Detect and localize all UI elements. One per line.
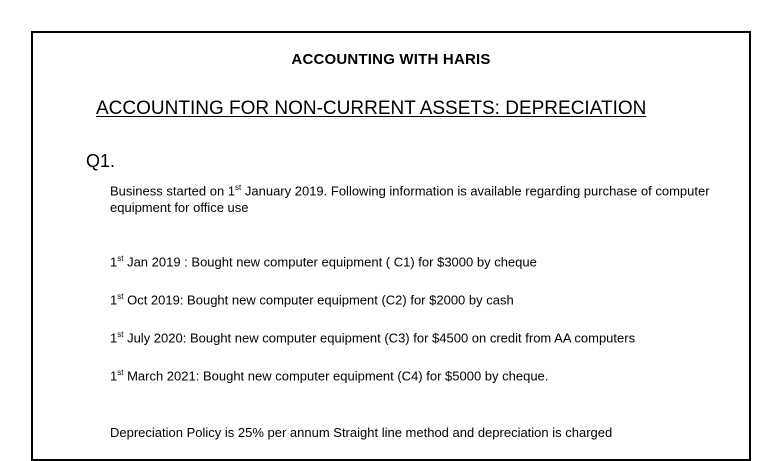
question-number: Q1.: [86, 151, 116, 171]
item-sup: st: [117, 330, 124, 339]
item-text: Oct 2019: Bought new computer equipment (C2) for $2000 by cash: [123, 292, 514, 308]
purchase-item: [110, 292, 514, 307]
item-text: July 2020: Bought new computer equipment (C3) for $4500 on credit from AA computers: [123, 330, 636, 346]
purchase-item: [110, 330, 635, 345]
item-day: 1: [110, 330, 118, 346]
intro-pre: Business started on 1: [110, 183, 236, 199]
document-title: ACCOUNTING FOR NON-CURRENT ASSETS: DEPRECIATION: [96, 98, 647, 119]
intro-post: January 2019. Following information is available regarding purchase of computer equipment for office use: [110, 183, 710, 216]
intro-paragraph: [110, 179, 710, 216]
depreciation-policy: Depreciation Policy is 25% per annum Straight line method and depreciation is charged: [110, 425, 613, 440]
document-header: ACCOUNTING WITH HARIS: [291, 51, 491, 68]
item-sup: st: [117, 254, 124, 263]
item-sup: st: [117, 368, 124, 377]
purchase-item: [110, 254, 537, 269]
intro-sup: st: [235, 183, 242, 192]
item-text: Jan 2019 : Bought new computer equipment ( C1) for $3000 by cheque: [123, 254, 537, 270]
item-text: March 2021: Bought new computer equipment (C4) for $5000 by cheque.: [123, 368, 549, 384]
document-page: [31, 31, 751, 461]
item-day: 1: [110, 292, 118, 308]
item-day: 1: [110, 368, 118, 384]
item-sup: st: [117, 292, 124, 301]
item-day: 1: [110, 254, 118, 270]
purchase-item: [110, 368, 548, 383]
